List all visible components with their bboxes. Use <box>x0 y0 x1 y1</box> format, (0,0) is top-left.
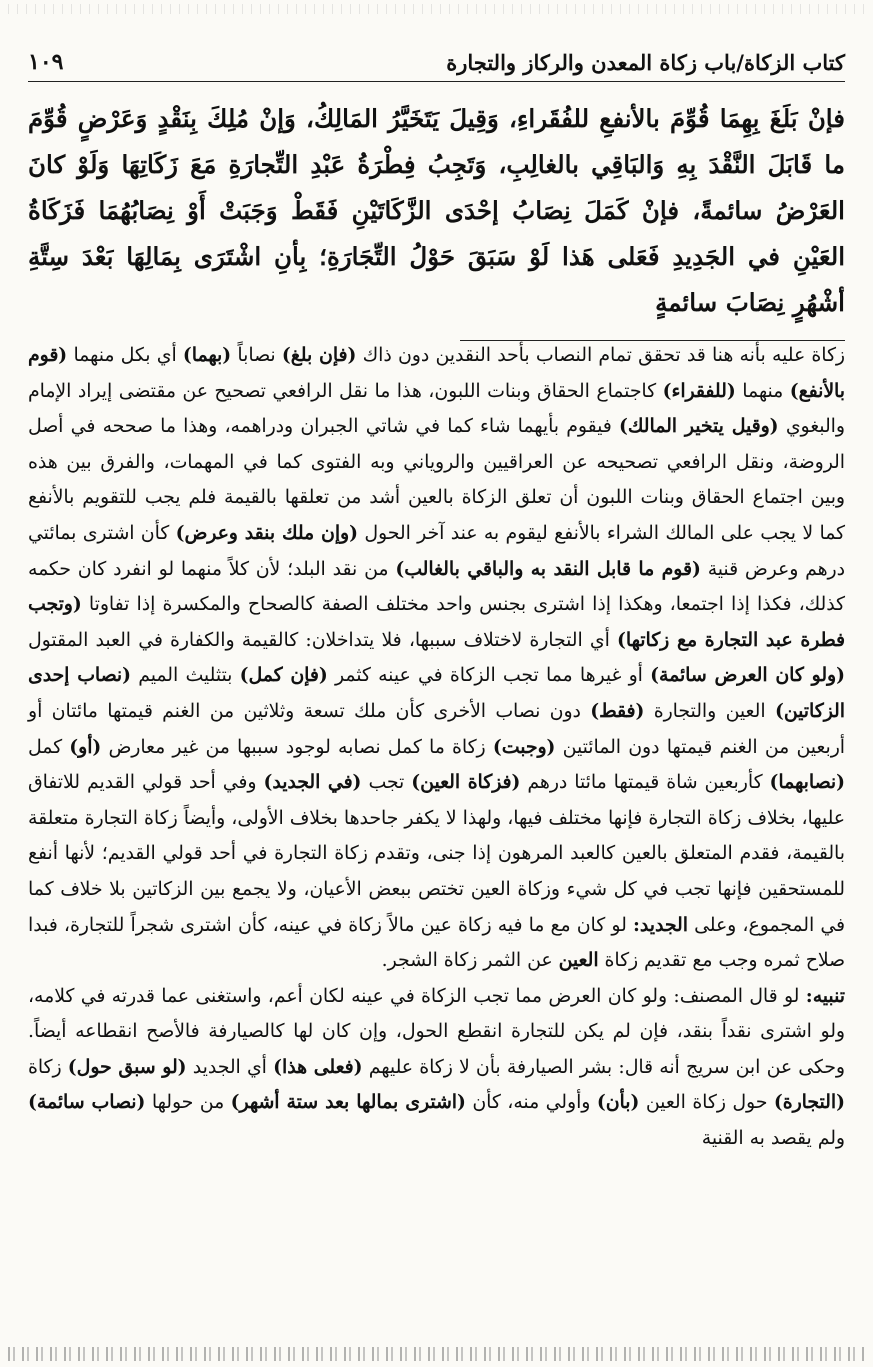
commentary-text: تجب <box>361 772 412 794</box>
commentary-text: وأولي منه، كأن <box>465 1092 597 1114</box>
commentary-text: دون نصاب الأخرى كأن ملك تسعة وثلاثين من الغنم قيمتها مائتان أو أربعين من الغنم قيمتها دون المائتين <box>28 700 845 758</box>
matn-quote: (نصابهما) <box>769 771 846 794</box>
commentary-text: زكاة ما كمل نصابه لوجود سببها من غير معارض <box>101 736 493 758</box>
matn-quote: (التجارة) <box>773 1091 845 1114</box>
commentary-text: كأن اشترى بمائتي درهم وعرض قنية <box>28 522 845 580</box>
matn-quote: (لو سبق حول) <box>67 1055 187 1078</box>
matn-quote: (فإن بلغ) <box>281 344 357 366</box>
commentary-text: كأربعين شاة قيمتها مائتا درهم <box>520 772 770 794</box>
matn-quote: (أو) <box>69 735 102 758</box>
commentary-text: لو قال المصنف: ولو كان العرض مما تجب الزكاة في عينه لكان أعم، واستغنى عما قدرته في كلامه، ولو اشترى نقداً بنقد، فإن لم يكن للتجارة انقطع الحول، وإن كان لها كالصيارفة فالأصح انقطاعه أيضاً. وحكى عن ابن سريج أنه قال: بشر الصيارفة بأن لا زكاة عليهم <box>28 985 845 1078</box>
commentary-text: فيقوم بأيهما شاء كما في شاتي الجبران ودراهمه، وهذا ما صححه في أصل الروضة، ونقل الرافعي تصحيحه عن العراقيين والروياني وبه الفتوى كما في المهمات، والفرق بين هذه وبين اجتماع الحقاق وبنات اللبون أن تعلق الزكاة بالعين أشد من تعلقها بالقيمة فلم يجب للتقويم بالأنفع كما لا يجب على المالك الشراء بالأنفع ليقوم به عند آخر الحول <box>28 416 845 544</box>
commentary-text: كمل <box>28 736 70 758</box>
running-title: كتاب الزكاة/باب زكاة المعدن والركاز والتجارة <box>446 50 845 75</box>
commentary-text: العين والتجارة <box>644 700 775 722</box>
commentary-text: من حولها <box>145 1092 231 1114</box>
matn-quote: (وتجب فطرة عبد التجارة مع زكاتها) <box>28 593 845 651</box>
commentary-text: نصاباً <box>231 345 282 366</box>
matn-text-block <box>28 96 845 326</box>
commentary-text: من نقد البلد؛ لأن كلاً منهما لو انفرد كان حكمه كذلك، فكذا إذا اجتمعا، وهكذا إذا اشترى بجنس واحد مختلف الصفة كالصحاح والمكسرة إذا تفاوتا <box>28 558 845 616</box>
commentary-text: أي التجارة لاختلاف سببها، فلا يتداخلان: كالقيمة والكفارة في العبد المقتول <box>28 629 618 651</box>
matn-quote: الجديد: <box>632 913 688 936</box>
matn-quote: (قوم ما قابل النقد به والباقي بالغالب) <box>395 557 701 580</box>
matn-quote: (فزكاة العين) <box>411 771 521 794</box>
matn-quote: (وإن ملك بنقد وعرض) <box>175 521 359 544</box>
commentary-text: زكاة عليه بأنه هنا قد تحقق تمام النصاب بأحد النقدين دون ذاك <box>356 345 845 366</box>
matn-quote: (نصاب سائمة) <box>28 1091 146 1114</box>
matn-quote: (قوم بالأنفع) <box>28 344 845 402</box>
matn-quote: تنبيه: <box>805 984 845 1007</box>
tanbih-paragraph <box>28 979 845 1157</box>
matn-quote: (وقيل يتخير المالك) <box>619 415 779 438</box>
commentary-text: ولم يقصد به القنية <box>701 1128 845 1150</box>
sharh-paragraph-1 <box>28 338 845 979</box>
matn-quote: (فإن كمل) <box>239 664 328 687</box>
matn-quote: (بهما) <box>182 344 232 366</box>
commentary-text: أي الجديد <box>186 1056 274 1078</box>
sharh-commentary <box>28 338 845 1157</box>
matn-quote: (ولو كان العرض سائمة) <box>650 664 846 687</box>
matn-quote: (اشترى بمالها بعد ستة أشهر) <box>230 1091 466 1114</box>
matn-quote: (في الجديد) <box>263 771 362 794</box>
commentary-text: زكاة <box>28 1056 68 1078</box>
matn-quote: (وجبت) <box>492 735 556 758</box>
commentary-text: لو كان مع ما فيه زكاة عين مالاً زكاة في عينه، كأن اشترى شجراً للتجارة، فبدا صلاح ثمره وجب مع تقديم زكاة <box>28 914 845 972</box>
commentary-text: عن الثمر زكاة الشجر. <box>381 950 559 972</box>
scan-top-edge <box>8 4 865 14</box>
matn-quote: (نصاب إحدى الزكاتين) <box>28 664 845 722</box>
matn-quote: العين <box>558 949 599 972</box>
commentary-text: أو غيرها مما تجب الزكاة في عينه كثمر <box>327 665 651 687</box>
commentary-text: أي بكل منهما <box>67 345 183 366</box>
matn-quote: (للفقراء) <box>662 379 736 402</box>
matn-quote: (بأن) <box>596 1091 640 1114</box>
commentary-text: بتثليث الميم <box>131 665 240 687</box>
matn-quote: (فقط) <box>590 699 645 722</box>
page-header <box>28 36 845 82</box>
decorative-footer-border <box>8 1347 865 1361</box>
matn-paragraph: فإنْ بَلَغَ بِهِمَا قُوِّمَ بالأنفعِ للفُقَراءِ، وَقِيلَ يَتَخَيَّرُ المَالِكُ، وَإنْ مُلِكَ بِنَقْدٍ وَعَرْضٍ قُوِّمَ ما قَابَلَ النَّقْدَ بِهِ وَالبَاقِي بالغالِبِ، وَتَجِبُ فِطْرَةُ عَبْدِ التِّجارَةِ مَعَ زَكَاتِهَا وَلَوْ كانَ العَرْضُ سائمةً، فإنْ كَمَلَ نِصَابُ إحْدَى الزَّكَاتَيْنِ فَقَطْ وَجَبَتْ أَوْ نِصَابُهُمَا فَزَكَاةُ العَيْنِ في الجَدِيدِ فَعَلى هَذا لَوْ سَبَقَ حَوْلُ التِّجَارَةِ؛ بِأنِ اشْتَرَى بِمَالِهَا بَعْدَ سِتَّةِ أشْهُرٍ نِصَابَ سائمةٍ <box>28 104 845 317</box>
commentary-text: وفي أحد قولي القديم للاتفاق عليها، بخلاف زكاة التجارة فإنها مختلف فيها، ولهذا لا يكفر جاحدها بخلاف الأولى، وأيضاً زكاة التجارة متعلقة بالقيمة، فقدم المتعلق بالعين كالعبد المرهون إذا جنى، وتقدم زكاة التجارة في أحد قولي القديم؛ لأنها أنفع للمستحقين فإنها تجب في كل شيء وزكاة العين تختص ببعض الأعيان، ولا يجمع بين الزكاتين بلا خلاف كما في المجموع، وعلى <box>28 772 845 936</box>
matn-quote: (فعلى هذا) <box>273 1055 363 1078</box>
commentary-text: منهما <box>735 380 790 402</box>
page-number: ١٠٩ <box>28 49 64 75</box>
commentary-text: كاجتماع الحقاق وبنات اللبون، هذا ما نقل الرافعي تصحيح عن مقتضى إيراد الإمام والبغوي <box>28 380 845 438</box>
commentary-text: حول زكاة العين <box>639 1092 774 1114</box>
